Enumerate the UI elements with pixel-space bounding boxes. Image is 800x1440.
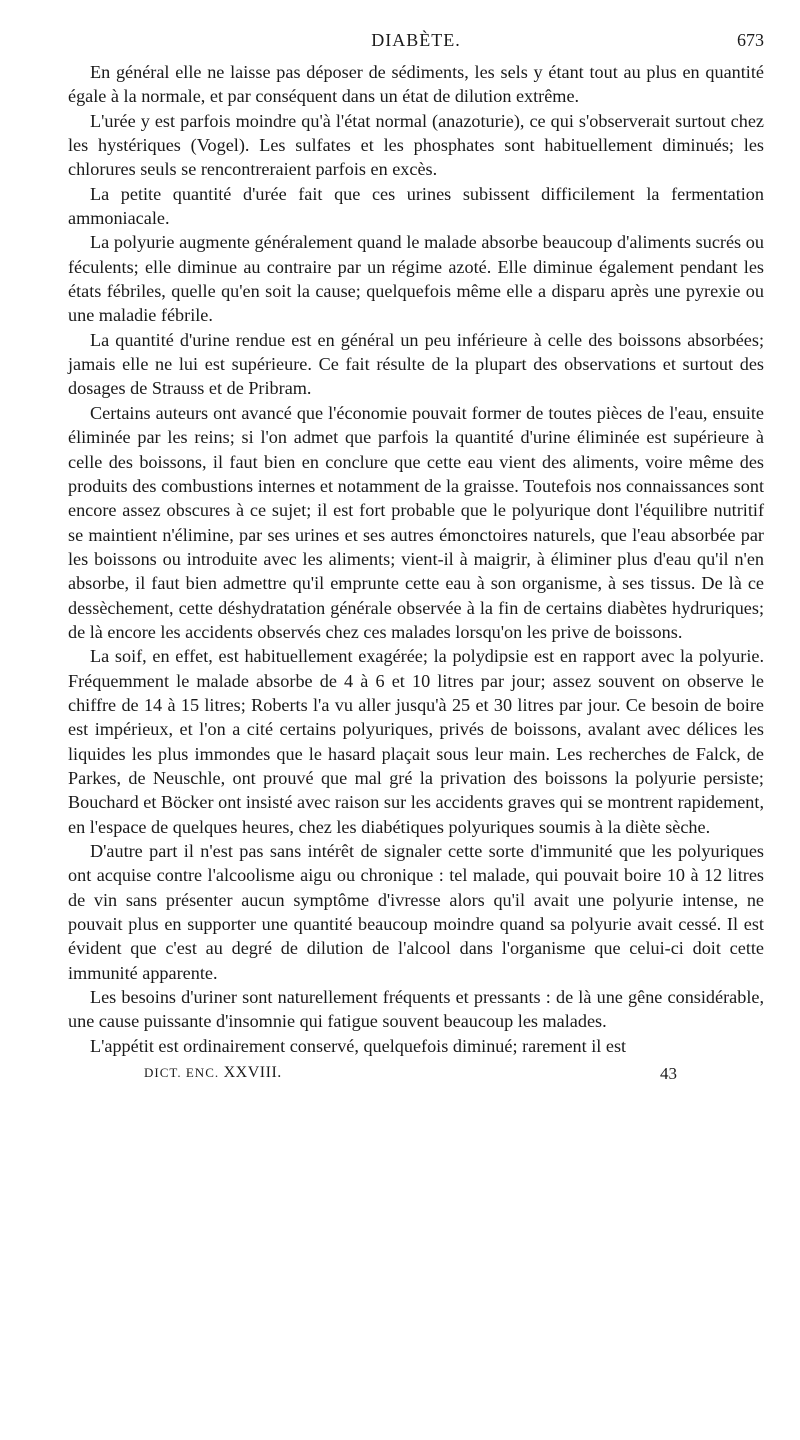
body-text	[68, 60, 764, 1058]
paragraph: Les besoins d'uriner sont naturellement fréquents et pressants : de là une gêne considérable, une cause puissante d'insomnie qui fatigue souvent beaucoup les malades.	[68, 987, 764, 1032]
paragraph: L'urée y est parfois moindre qu'à l'état normal (anazoturie), ce qui s'observerait surtout chez les hystériques (Vogel). Les sulfates et les phosphates sont habituellement diminués; les chlorures seuls se rencontreraient parfois en excès.	[68, 110, 764, 180]
paragraph: La polyurie augmente généralement quand le malade absorbe beaucoup d'aliments sucrés ou féculents; elle diminue au contraire par un régime azoté. Elle diminue également pendant les états fébriles, quelle qu'en soit la cause; quelquefois même elle a disparu après une pyrexie ou une maladie fébrile.	[68, 232, 764, 326]
paragraph: La petite quantité d'urée fait que ces urines subissent difficilement la fermentation ammoniacale.	[68, 183, 764, 229]
signature-volume: XXVIII.	[223, 1064, 282, 1082]
page-title: DIABÈTE.	[371, 30, 461, 50]
paragraph: Certains auteurs ont avancé que l'économie pouvait former de toutes pièces de l'eau, ensuite éliminée par les reins; si l'on admet que parfois la quantité d'urine éliminée est supérieure à celle des boissons, il faut bien en conclure que cette eau vient des aliments, voire même des produits des combustions internes et notamment de la graisse. Toutefois nos connaissances sont encore assez obscures à ce sujet; il est fort probable que le polyurique dont l'équilibre nutritif se maintient n'élimine, par ses urines et ses autres émonctoires naturels, que l'eau absorbée par les boissons ou introduite avec les aliments; vient-il à maigrir, à éliminer plus d'eau qu'il n'en absorbe, il faut bien admettre qu'il emprunte cette eau à son organisme, à ses tissus. De là ce dessèchement, cette déshydratation générale observée à la fin de certains diabètes hydruriques; de là encore les accidents observés chez ces malades lorsqu'on les prive de boissons.	[68, 402, 764, 642]
paragraph: L'appétit est ordinairement conservé, quelquefois diminué; rarement il est	[90, 1035, 627, 1056]
page-number: 673	[737, 30, 764, 50]
paragraph: En général elle ne laisse pas déposer de sédiments, les sels y étant tout au plus en quantité égale à la normale, et par conséquent dans un état de dilution extrême.	[68, 62, 764, 107]
signature-mark	[144, 1064, 282, 1082]
signature-title: DICT. ENC.	[144, 1065, 220, 1081]
sheet-number: 43	[660, 1064, 677, 1084]
paragraph: D'autre part il n'est pas sans intérêt de signaler cette sorte d'immunité que les polyuriques ont acquise contre l'alcoolisme aigu ou chronique : tel malade, qui pouvait boire 10 à 12 litres de vin sans présenter aucun symptôme d'ivresse alors qu'il avait une polyurie intense, ne pouvait plus en supporter une quantité beaucoup moindre quand sa polyurie avait cessé. Il est évident que c'est au degré de dilution de l'alcool dans l'organisme que celui-ci doit cette immunité apparente.	[68, 841, 764, 983]
paragraph: La quantité d'urine rendue est en général un peu inférieure à celle des boissons absorbées; jamais elle ne lui est supérieure. Ce fait résulte de la plupart des observations et surtout des dosages de Strauss et de Pribram.	[68, 329, 764, 399]
page-footer	[68, 1064, 764, 1088]
page	[68, 30, 764, 1088]
paragraph: La soif, en effet, est habituellement exagérée; la polydipsie est en rapport avec la polyurie. Fréquemment le malade absorbe de 4 à 6 et 10 litres par jour; assez souvent on observe le chiffre de 14 à 15 litres; Roberts l'a vu aller jusqu'à 25 et 30 litres par jour. Ce besoin de boire est impérieux, et l'on a cité certains polyuriques, privés de boissons, avalant avec délices les liquides les plus immondes que le hasard plaçait sous leur main. Les recherches de Falck, de Parkes, de Neuschle, ont prouvé que mal gré la privation des boissons la polyurie persiste; Bouchard et Böcker ont insisté avec raison sur les accidents graves qui se montrent rapidement, en l'espace de quelques heures, chez les diabétiques polyuriques soumis à la diète sèche.	[68, 646, 764, 837]
running-head	[68, 30, 764, 60]
